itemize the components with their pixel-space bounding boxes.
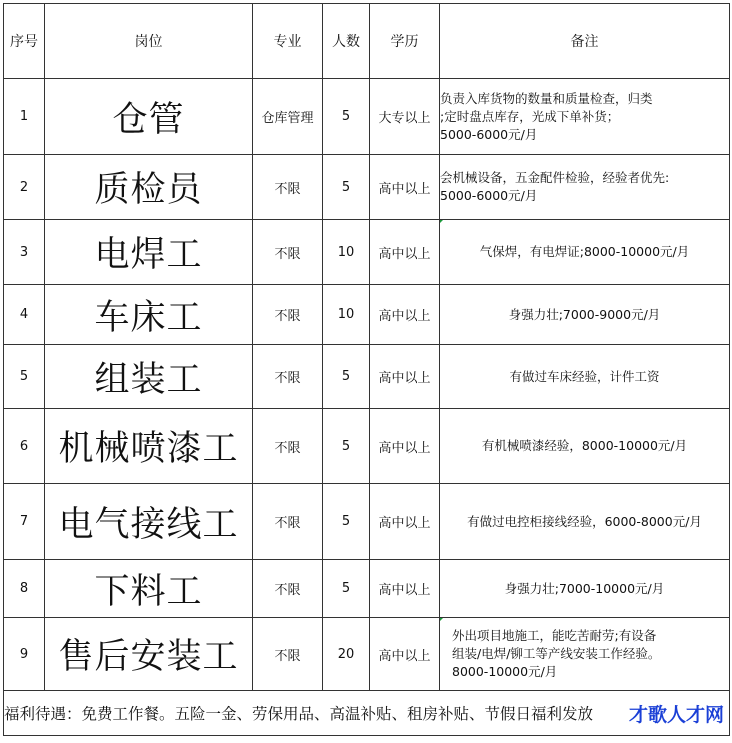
table-row [4, 484, 730, 560]
header-education: 学历 [370, 4, 440, 79]
remarks-line: 有做过车床经验，计件工资 [509, 368, 660, 384]
education-cell: 高中以上 [370, 345, 440, 409]
position-cell: 质检员 [45, 155, 253, 220]
remarks-cell [440, 484, 730, 560]
seq-cell: 4 [4, 285, 45, 345]
remarks-line: 会机械设备，五金配件检验，经验者优先: [440, 170, 670, 185]
table-row [4, 155, 730, 220]
remarks-line: 气保焊，有电焊证;8000-10000元/月 [479, 244, 690, 259]
position-cell: 售后安装工 [45, 618, 253, 691]
education-cell: 高中以上 [370, 484, 440, 560]
major-cell: 不限 [253, 409, 323, 484]
count-cell: 5 [323, 409, 370, 484]
remarks-line: 外出项目地施工，能吃苦耐劳;有设备 [452, 628, 657, 643]
position-cell: 车床工 [45, 285, 253, 345]
remarks-cell [440, 618, 730, 691]
education-cell: 高中以上 [370, 618, 440, 691]
count-cell: 5 [323, 79, 370, 155]
remarks-line: 有做过电控柜接线经验，6000-8000元/月 [467, 513, 702, 529]
count-cell: 5 [323, 560, 370, 618]
job-table [3, 3, 730, 736]
major-cell: 不限 [253, 155, 323, 220]
major-cell: 不限 [253, 220, 323, 285]
watermark-logo: 才歌人才网 [627, 700, 726, 727]
education-cell: 高中以上 [370, 409, 440, 484]
major-cell: 不限 [253, 560, 323, 618]
count-cell: 20 [323, 618, 370, 691]
benefits-text: 福利待遇：免费工作餐。五险一金、劳保用品、高温补贴、租房补贴、节假日福利发放 [4, 691, 730, 736]
remarks-line: ;定时盘点库存，光成下单补货； [440, 108, 620, 124]
header-seq: 序号 [4, 4, 45, 79]
position-cell: 电焊工 [45, 220, 253, 285]
remarks-cell [440, 560, 730, 618]
remarks-line: 负责入库货物的数量和质量检查，归类 [440, 90, 653, 106]
remarks-cell [440, 79, 730, 155]
major-cell: 不限 [253, 285, 323, 345]
table-row [4, 220, 730, 285]
remarks-line: 组装/电焊/铆工等产线安装工作经验。 [452, 646, 661, 661]
table-row [4, 409, 730, 484]
seq-cell: 6 [4, 409, 45, 484]
seq-cell: 1 [4, 79, 45, 155]
major-cell: 仓库管理 [253, 79, 323, 155]
seq-cell: 9 [4, 618, 45, 691]
position-cell: 机械喷漆工 [45, 409, 253, 484]
count-cell: 5 [323, 155, 370, 220]
table-row [4, 285, 730, 345]
count-cell: 10 [323, 285, 370, 345]
education-cell: 高中以上 [370, 560, 440, 618]
remarks-line: 身强力壮;7000-10000元/月 [504, 580, 665, 596]
count-cell: 5 [323, 484, 370, 560]
header-count: 人数 [323, 4, 370, 79]
table-row [4, 79, 730, 155]
remarks-cell [440, 345, 730, 409]
count-cell: 10 [323, 220, 370, 285]
education-cell: 大专以上 [370, 79, 440, 155]
remarks-line: 身强力壮;7000-9000元/月 [508, 306, 661, 322]
education-cell: 高中以上 [370, 285, 440, 345]
table-row [4, 345, 730, 409]
header-major: 专业 [253, 4, 323, 79]
position-cell: 电气接线工 [45, 484, 253, 560]
remarks-cell [440, 155, 730, 220]
remarks-line: 5000-6000元/月 [440, 126, 538, 142]
header-remarks: 备注 [440, 4, 730, 79]
seq-cell: 5 [4, 345, 45, 409]
table-row [4, 560, 730, 618]
remarks-cell [440, 409, 730, 484]
remarks-line: 5000-6000元/月 [440, 188, 538, 203]
remarks-cell [440, 220, 730, 285]
position-cell: 组装工 [45, 345, 253, 409]
remarks-line: 有机械喷漆经验，8000-10000元/月 [481, 438, 688, 453]
seq-cell: 7 [4, 484, 45, 560]
seq-cell: 2 [4, 155, 45, 220]
major-cell: 不限 [253, 345, 323, 409]
footer-row [4, 691, 730, 736]
header-position: 岗位 [45, 4, 253, 79]
position-cell: 仓管 [45, 79, 253, 155]
remarks-line: 8000-10000元/月 [452, 664, 558, 679]
position-cell: 下料工 [45, 560, 253, 618]
seq-cell: 3 [4, 220, 45, 285]
major-cell: 不限 [253, 484, 323, 560]
major-cell: 不限 [253, 618, 323, 691]
education-cell: 高中以上 [370, 155, 440, 220]
education-cell: 高中以上 [370, 220, 440, 285]
seq-cell: 8 [4, 560, 45, 618]
count-cell: 5 [323, 345, 370, 409]
header-row [4, 4, 730, 79]
table-row [4, 618, 730, 691]
remarks-cell [440, 285, 730, 345]
